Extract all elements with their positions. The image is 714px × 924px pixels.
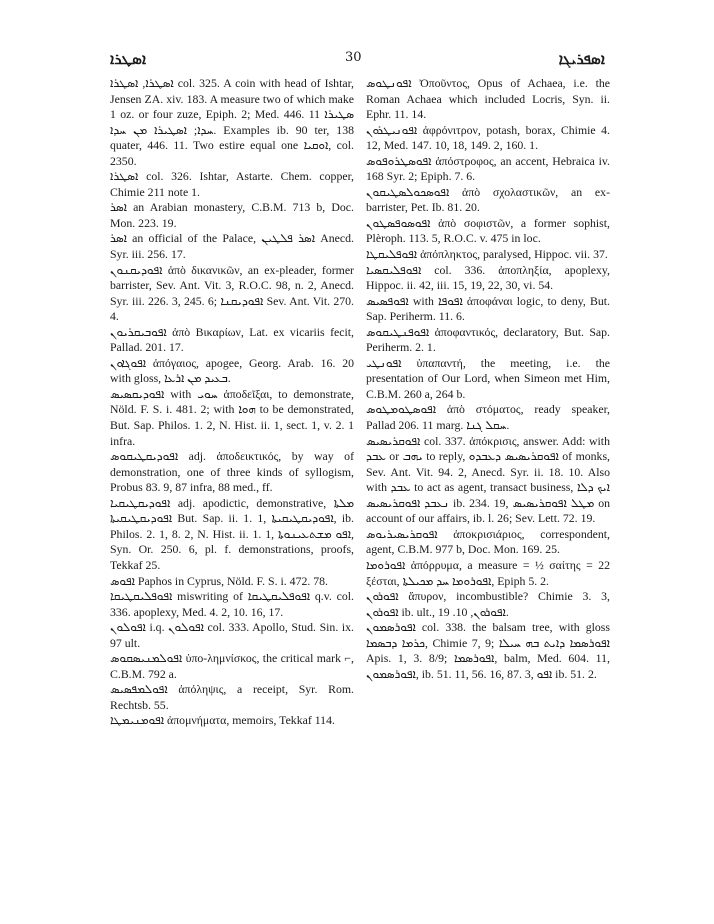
left-column [110, 76, 354, 729]
dictionary-entry: ܐܦܘܩܪܝܣܝܣ col. 337. ἀπόκρισις, answer. Add: with ܥܒܕ or ܝܗܒ to reply, ܐܦܘܩܪܝܣܝܣ ܕܥܒܕܘ of monks, Sev. Ant. Vit. 94. 2, Anecd. Syr. ii. 18. 10. Also with ܥܒܕ to act as agent, transact business, ܐܝܟ ܕܠܐ ܢܥܒܕ ܐܦܘܩܪܝܣܝܣ ib. 234. 19, ܡܛܠ ܐܦܘܩܪܝܣܝܣ on account of our affairs, ib. l. 26; Sev. Lett. 72. 19. [366, 433, 610, 526]
dictionary-entry: ܐܦܘܢܝܛܪܘܢ ἀφρόνιτρον, potash, borax, Chimie 4. 12, Med. 147. 10, 18, 149. 2, 160. 1. [366, 122, 610, 153]
right-running-headword: ܐܣܦܪܝܓܐ [558, 50, 605, 68]
dictionary-entry: ܐܦܘܦܠܝܩܣܝܐ col. 336. ἀποπληξία, apoplexy, Hippoc. ii. 42, iii. 15, 19, 22, 30, vi. 54. [366, 262, 610, 293]
left-running-headword: ܐܣܛܪܐ [110, 50, 147, 68]
right-column [366, 76, 610, 682]
dictionary-entry: ܐܦܘܡܢܝܡܛܐ ἀπομνήματα, memoirs, Tekkaf 114. [110, 713, 335, 728]
dictionary-entry: ܐܦܘܢܛܝ ὑπαπαντή, the meeting, i.e. the presentation of Our Lord, when Simeon met Him, C.B.M. 260 a, 264 b. [366, 355, 610, 401]
dictionary-entry: ܐܦܘܩܪܝܣܝܪܝܘܣ ἀποκρισιάριος, correspondent, agent, C.B.M. 977 b, Doc. Mon. 169. 25. [366, 526, 610, 557]
dictionary-entry: ܐܦܘܦܢܛܝܩܘܣ ἀποφαντικός, declaratory, But. Sap. Periherm. 2. 1. [366, 324, 610, 355]
dictionary-entry: ܐܦܘܣܛܪܘܦܘܣ ἀπόστροφος, an accent, Hebraica iv. 168 Syr. 2; Epiph. 7. 6. [366, 153, 610, 184]
dictionary-entry: ܐܦܘܢܛܘܣ Ὀποῦντος, Opus of Achaea, i.e. the Roman Achaea which included Locris, Syn. ii. Ephr. 11. 14. [366, 76, 610, 122]
dictionary-entry: ܐܦܘܣܟܘܠܣܛܝܩܘܢ ἀπὸ σχολαστικῶν, an ex-barrister, Pet. Ib. 81. 20. [366, 184, 610, 215]
dictionary-entry: ܐܦܘܕܝܩܛܝܩܝܐ adj. apodictic, demonstrative, ܡܠܬܐ ܐܦܘܕܝܩܛܝܩܝܬܐ But. Sap. ii. 1. 1, ܐܦܘܕܝܩܛܝܩܝܬܐ, ib. Philos. 2. 1, 8. 2, N. Hist. ii. 1. 1, ܐܦܘ ܡܫܬܥܝܢܘܬܐ, Syn. Or. 250. 6, pl. f. demonstrations, proofs, Tekkaf 25. [110, 495, 354, 572]
dictionary-entry: ܐܦܘܕܝܩܛܝܩܘܣ adj. ἀποδεικτικός, by way of demonstration, one of three kinds of syllogism, Probus 83. 9, 87 infra, 88 med., ff. [110, 449, 354, 495]
dictionary-entry: ܐܣܪ an official of the Palace, ܐܣܪ ܦܠܛܝܢ Anecd. Syr. iii. 256. 17. [110, 231, 354, 262]
dictionary-entry: ܐܦܘܠܡܦܣܝܣ ἀπόληψις, a receipt, Syr. Rom. Rechtsb. 55. [110, 682, 354, 712]
dictionary-entry: ܐܦܘܣܘܦܣܛܘܢ ἀπὸ σοφιστῶν, a former sophist, Plèroph. 113. 5, R.O.C. v. 475 in loc. [366, 215, 610, 246]
dictionary-entry: ܐܦܘܦܠܝܩܛܐ ἀπόπληκτος, paralysed, Hippoc. vii. 37. [366, 247, 608, 262]
dictionary-entry: ܐܦܘܣ Paphos in Cyprus, Nöld. F. S. i. 472. 78. [110, 573, 329, 588]
page-header [110, 50, 605, 72]
dictionary-entry: ܐܦܘܪܘܡܐ ἀπόρρυμα, a measure = ½ σαίτης = 22 ξέσται, ܐܦܘܪܘܡܐ ܚܕ ܡܟܝܠܬܐ, Epiph 5. 2. [366, 557, 610, 588]
page-number: 30 [345, 50, 362, 65]
dictionary-entry: ܐܣܛܪܐ col. 326. Ishtar, Astarte. Chem. copper, Chimie 211 note 1. [110, 169, 354, 199]
dictionary-entry: ܐܦܘܦܠܝܩܛܝܩܐ miswriting of ܐܦܘܦܠܝܩܛܝܩܐ q.v. col. 336. apoplexy, Med. 4. 2, 10. 16, 17. [110, 589, 354, 619]
dictionary-entry: ܐܦܘܒܝܩܪܝܘܢ ἀπὸ Βικαρίων, Lat. ex vicariis fecit, Pallad. 201. 17. [110, 324, 354, 355]
dictionary-entry: ܐܣܛܪܐ, ܐܣܛܪܐ col. 325. A coin with head of Ishtar, Jensen ZA. xiv. 183. A measure two of which make 1 oz. or four zuze, Epiph. 2; Med. 446. 11 ܣܛܝܪܐ ܚܕܐ; ܐܣܛܝܪܐ ܡܢ ܚܕܐ. Examples ib. 90 ter, 138 quater, 446. 11. Two estire equal one ܐܘܩܝܐ, col. 2350. [110, 76, 354, 168]
dictionary-entry: ܐܦܘܕܝܩܢܘܢ ἀπὸ δικανικῶν, an ex-pleader, former barrister, Sev. Ant. Vit. 3, R.O.C. 98, n. 2, Anecd. Syr. iii. 226. 3, 245. 6; ܐܦܘܕܝܩܢܐ Sev. Ant. Vit. 270. 4. [110, 262, 354, 324]
dictionary-entry: ܐܦܘܓܐܘܢ ἀπόγαιος, apogee, Georg. Arab. 16. 20 with gloss, ܒܥܝܕ ܡܢ ܐܪܥܐ. [110, 355, 354, 386]
dictionary-entry: ܐܦܘܦܣܝܣ with ܐܦܘܦܐ ἀποφάναι logic, to deny, But. Sap. Periherm. 11. 6. [366, 293, 611, 324]
dictionary-entry: ܐܦܘܕܝܩܣܝܣ with ܚܘܝ ἀποδεῖξαι, to demonstrate, Nöld. F. S. i. 481. 2; with ܗܘܐ to be demonstrated, But. Sap. Philos. 1. 2, N. Hist. ii. 1, sect. 1, v. 2. 1 infra. [110, 386, 354, 448]
dictionary-entry: ܐܦܘܠܡܢܝܣܩܘܣ ὑπο-λημνίσκος, the critical mark ⌐, C.B.M. 792 a. [110, 651, 354, 681]
dictionary-entry: ܐܦܘܣܛܘܡܛܘܣ ἀπὸ στόματος, ready speaker, Pallad 206. 11 marg. ܚܩܠ ܓܢܐ. [366, 402, 610, 433]
dictionary-entry: ܐܣܪ an Arabian monastery, C.B.M. 713 b, Doc. Mon. 223. 19. [110, 200, 354, 230]
dictionary-entry: ܐܦܘܪܘܢ ἄπυρον, incombustible? Chimie 3. 3, ܐܦܘܪܘܢ ib. ult., ܐܦܘܪܘܢ, 10. 19. [366, 589, 610, 619]
dictionary-entry: ܐܦܘܠܘܢ i.q. ܐܦܘܠܘܢ col. 333. Apollo, Stud. Sin. ix. 97 ult. [110, 620, 354, 650]
dictionary-entry: ܐܦܘܪܣܡܘܢ col. 338. the balsam tree, with gloss ܟܪܡܐ ܕܒܣܡܐ, Chimie 7, 9; ܐܦܘܪܣܡܐ ܕܐܝܬ ܒܗ ܚܝܠܐ Apis. 1, 3. 8/9; ܐܦܘܪܣܡܐ, balm, Med. 604. 11, ܐܦܘܪܣܡܘܢ, ib. 51. 11, 56. 16, 87. 3, ܐܦܘ ib. 51. 2. [366, 620, 610, 681]
